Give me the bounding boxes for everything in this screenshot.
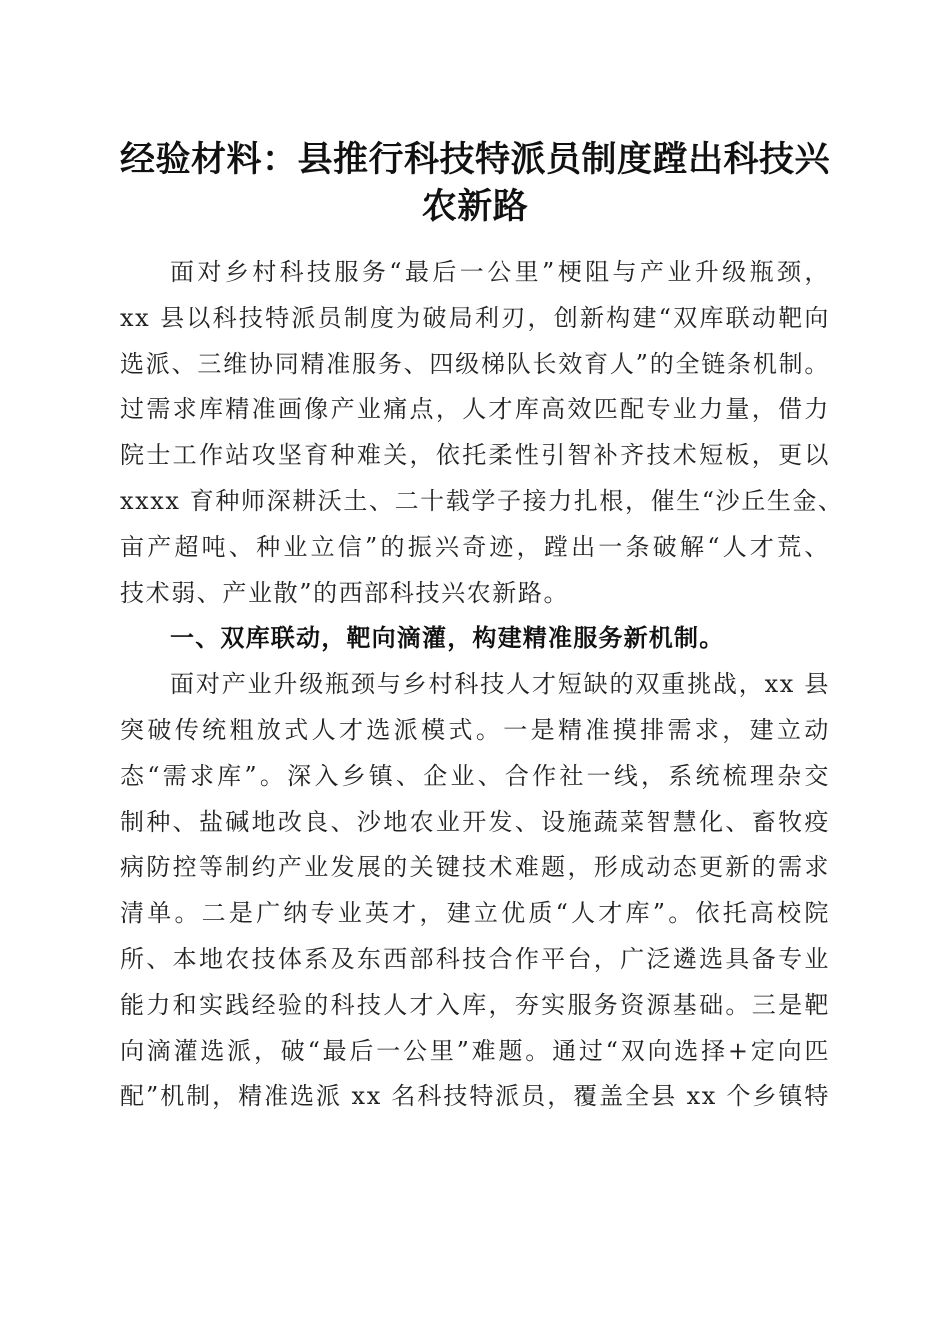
text-line: 面对产业升级瓶颈与乡村科技人才短缺的双重挑战，xx 县	[170, 670, 830, 699]
text-line: 面对乡村科技服务“最后一公里”梗阻与产业升级瓶颈，	[170, 258, 830, 286]
document-body	[120, 250, 844, 1120]
paragraph-intro	[120, 250, 844, 616]
text-line: 清单。二是广纳专业英才，建立优质“人才库”。依托高校院	[120, 899, 830, 928]
text-line: 态“需求库”。深入乡镇、企业、合作社一线，系统梳理杂交	[120, 761, 830, 790]
text-line: 技术弱、产业散”的西部科技兴农新路。	[120, 578, 570, 607]
text-line: 选派、三维协同精准服务、四级梯队长效育人”的全链条机制。	[120, 349, 830, 378]
text-line: xx 县以科技特派员制度为破局利刃，创新构建“双库联动靶向	[120, 303, 830, 332]
text-line: 过需求库精准画像产业痛点，人才库高效匹配专业力量，借力	[120, 395, 830, 424]
text-line: 制种、盐碱地改良、沙地农业开发、设施蔬菜智慧化、畜牧疫	[120, 807, 830, 836]
text-line: 突破传统粗放式人才选派模式。一是精准摸排需求，建立动	[120, 715, 830, 744]
title-line-2: 农新路	[421, 186, 529, 227]
text-line: 院士工作站攻坚育种难关，依托柔性引智补齐技术短板，更以	[120, 441, 830, 470]
text-line: 所、本地农技体系及东西部科技合作平台，广泛遴选具备专业	[120, 944, 830, 973]
text-line: 配”机制，精准选派 xx 名科技特派员，覆盖全县 xx 个乡镇特	[120, 1082, 830, 1111]
document-title	[110, 136, 840, 230]
section-heading: 一、双库联动，靶向滴灌，构建精准服务新机制。	[170, 624, 725, 653]
text-line: 亩产超吨、种业立信”的振兴奇迹，蹚出一条破解“人才荒、	[120, 532, 830, 561]
text-line: 病防控等制约产业发展的关键技术难题，形成动态更新的需求	[120, 853, 830, 882]
text-line: xxxx 育种师深耕沃土、二十载学子接力扎根，催生“沙丘生金、	[120, 486, 844, 515]
title-line-1: 经验材料：县推行科技特派员制度蹚出科技兴	[119, 139, 830, 180]
paragraph-section-1	[120, 662, 830, 1120]
text-line: 向滴灌选派，破“最后一公里”难题。通过“双向选择+定向匹	[120, 1036, 830, 1065]
text-line: 能力和实践经验的科技人才入库，夯实服务资源基础。三是靶	[120, 990, 830, 1019]
